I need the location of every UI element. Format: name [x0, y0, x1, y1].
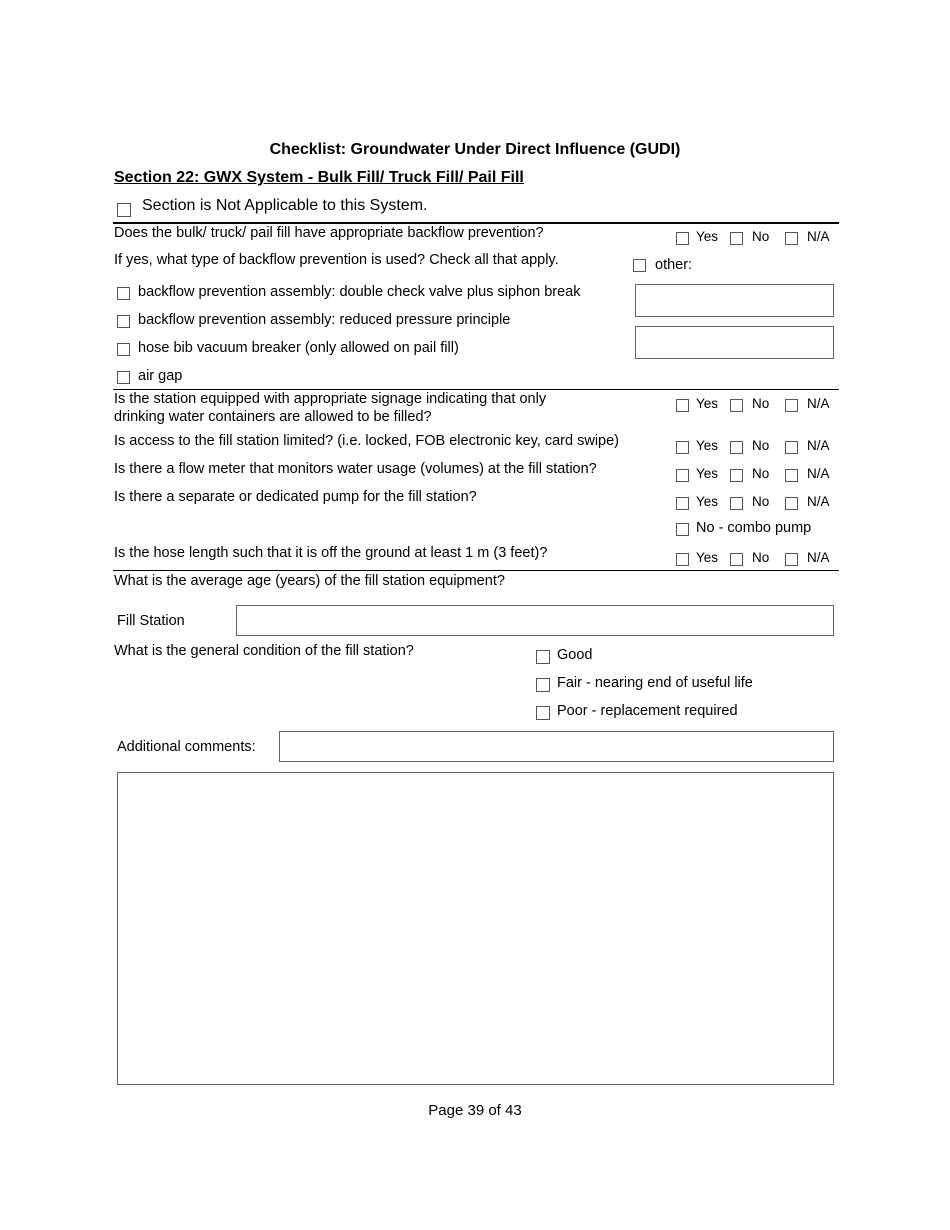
condition-fair-checkbox[interactable] [536, 678, 550, 692]
no-checkbox[interactable] [730, 399, 743, 412]
condition-label: Poor - replacement required [557, 703, 738, 719]
question-access: Is access to the fill station limited? (i.e. locked, FOB electronic key, card swipe) [114, 433, 620, 449]
fill-station-age-input[interactable] [236, 605, 834, 636]
yes-checkbox[interactable] [676, 553, 689, 566]
other-checkbox[interactable] [633, 259, 646, 272]
not-applicable-label: Section is Not Applicable to this System. [142, 197, 428, 214]
question-hose: Is the hose length such that it is off the ground at least 1 m (3 feet)? [114, 545, 548, 561]
na-label: N/A [807, 550, 830, 565]
yes-label: Yes [696, 550, 719, 565]
question-age: What is the average age (years) of the fill station equipment? [114, 573, 505, 589]
no-checkbox[interactable] [730, 497, 743, 510]
question-condition: What is the general condition of the fill station? [114, 643, 414, 659]
option-label: hose bib vacuum breaker (only allowed on pail fill) [138, 340, 459, 356]
condition-good-checkbox[interactable] [536, 650, 550, 664]
divider [113, 222, 839, 224]
question-backflow-type: If yes, what type of backflow prevention is used? Check all that apply. [114, 252, 559, 268]
yes-label: Yes [696, 466, 719, 481]
page-number: Page 39 of 43 [428, 1102, 522, 1119]
question-signage: Is the station equipped with appropriate signage indicating that only [114, 391, 547, 407]
na-label: N/A [807, 438, 830, 453]
not-applicable-checkbox[interactable] [117, 203, 131, 217]
option-label: backflow prevention assembly: reduced pressure principle [138, 312, 511, 328]
yes-label: Yes [696, 229, 719, 244]
other-input-2[interactable] [635, 326, 834, 359]
divider [113, 389, 839, 390]
na-label: N/A [807, 396, 830, 411]
na-checkbox[interactable] [785, 553, 798, 566]
no-checkbox[interactable] [730, 232, 743, 245]
comments-input[interactable] [279, 731, 834, 762]
no-checkbox[interactable] [730, 441, 743, 454]
comments-label: Additional comments: [117, 739, 256, 755]
condition-label: Fair - nearing end of useful life [557, 675, 753, 691]
no-label: No [752, 550, 770, 565]
option-checkbox[interactable] [117, 343, 130, 356]
combo-pump-checkbox[interactable] [676, 523, 689, 536]
na-checkbox[interactable] [785, 399, 798, 412]
option-label: backflow prevention assembly: double check valve plus siphon break [138, 284, 581, 300]
na-checkbox[interactable] [785, 232, 798, 245]
divider [113, 570, 839, 571]
na-checkbox[interactable] [785, 441, 798, 454]
combo-pump-label: No - combo pump [696, 520, 812, 536]
no-label: No [752, 494, 770, 509]
yes-checkbox[interactable] [676, 399, 689, 412]
option-checkbox[interactable] [117, 315, 130, 328]
option-checkbox[interactable] [117, 287, 130, 300]
yes-checkbox[interactable] [676, 469, 689, 482]
no-label: No [752, 396, 770, 411]
option-label: air gap [138, 368, 183, 384]
yes-label: Yes [696, 396, 719, 411]
comments-textarea[interactable] [117, 772, 834, 1085]
yes-checkbox[interactable] [676, 497, 689, 510]
yes-checkbox[interactable] [676, 232, 689, 245]
page-title: Checklist: Groundwater Under Direct Influence (GUDI) [269, 141, 681, 158]
question-signage-cont: drinking water containers are allowed to be filled? [114, 409, 432, 425]
other-label: other: [655, 257, 693, 273]
na-label: N/A [807, 229, 830, 244]
no-checkbox[interactable] [730, 553, 743, 566]
no-label: No [752, 229, 770, 244]
na-label: N/A [807, 494, 830, 509]
no-checkbox[interactable] [730, 469, 743, 482]
condition-label: Good [557, 647, 593, 663]
no-label: No [752, 438, 770, 453]
section-heading: Section 22: GWX System - Bulk Fill/ Truck Fill/ Pail Fill [114, 169, 524, 186]
question-pump: Is there a separate or dedicated pump for the fill station? [114, 489, 477, 505]
na-label: N/A [807, 466, 830, 481]
na-checkbox[interactable] [785, 469, 798, 482]
no-label: No [752, 466, 770, 481]
question-backflow: Does the bulk/ truck/ pail fill have appropriate backflow prevention? [114, 225, 544, 241]
question-flow-meter: Is there a flow meter that monitors water usage (volumes) at the fill station? [114, 461, 597, 477]
yes-label: Yes [696, 494, 719, 509]
condition-poor-checkbox[interactable] [536, 706, 550, 720]
fill-station-label: Fill Station [117, 613, 185, 629]
na-checkbox[interactable] [785, 497, 798, 510]
option-checkbox[interactable] [117, 371, 130, 384]
yes-label: Yes [696, 438, 719, 453]
other-input-1[interactable] [635, 284, 834, 317]
yes-checkbox[interactable] [676, 441, 689, 454]
